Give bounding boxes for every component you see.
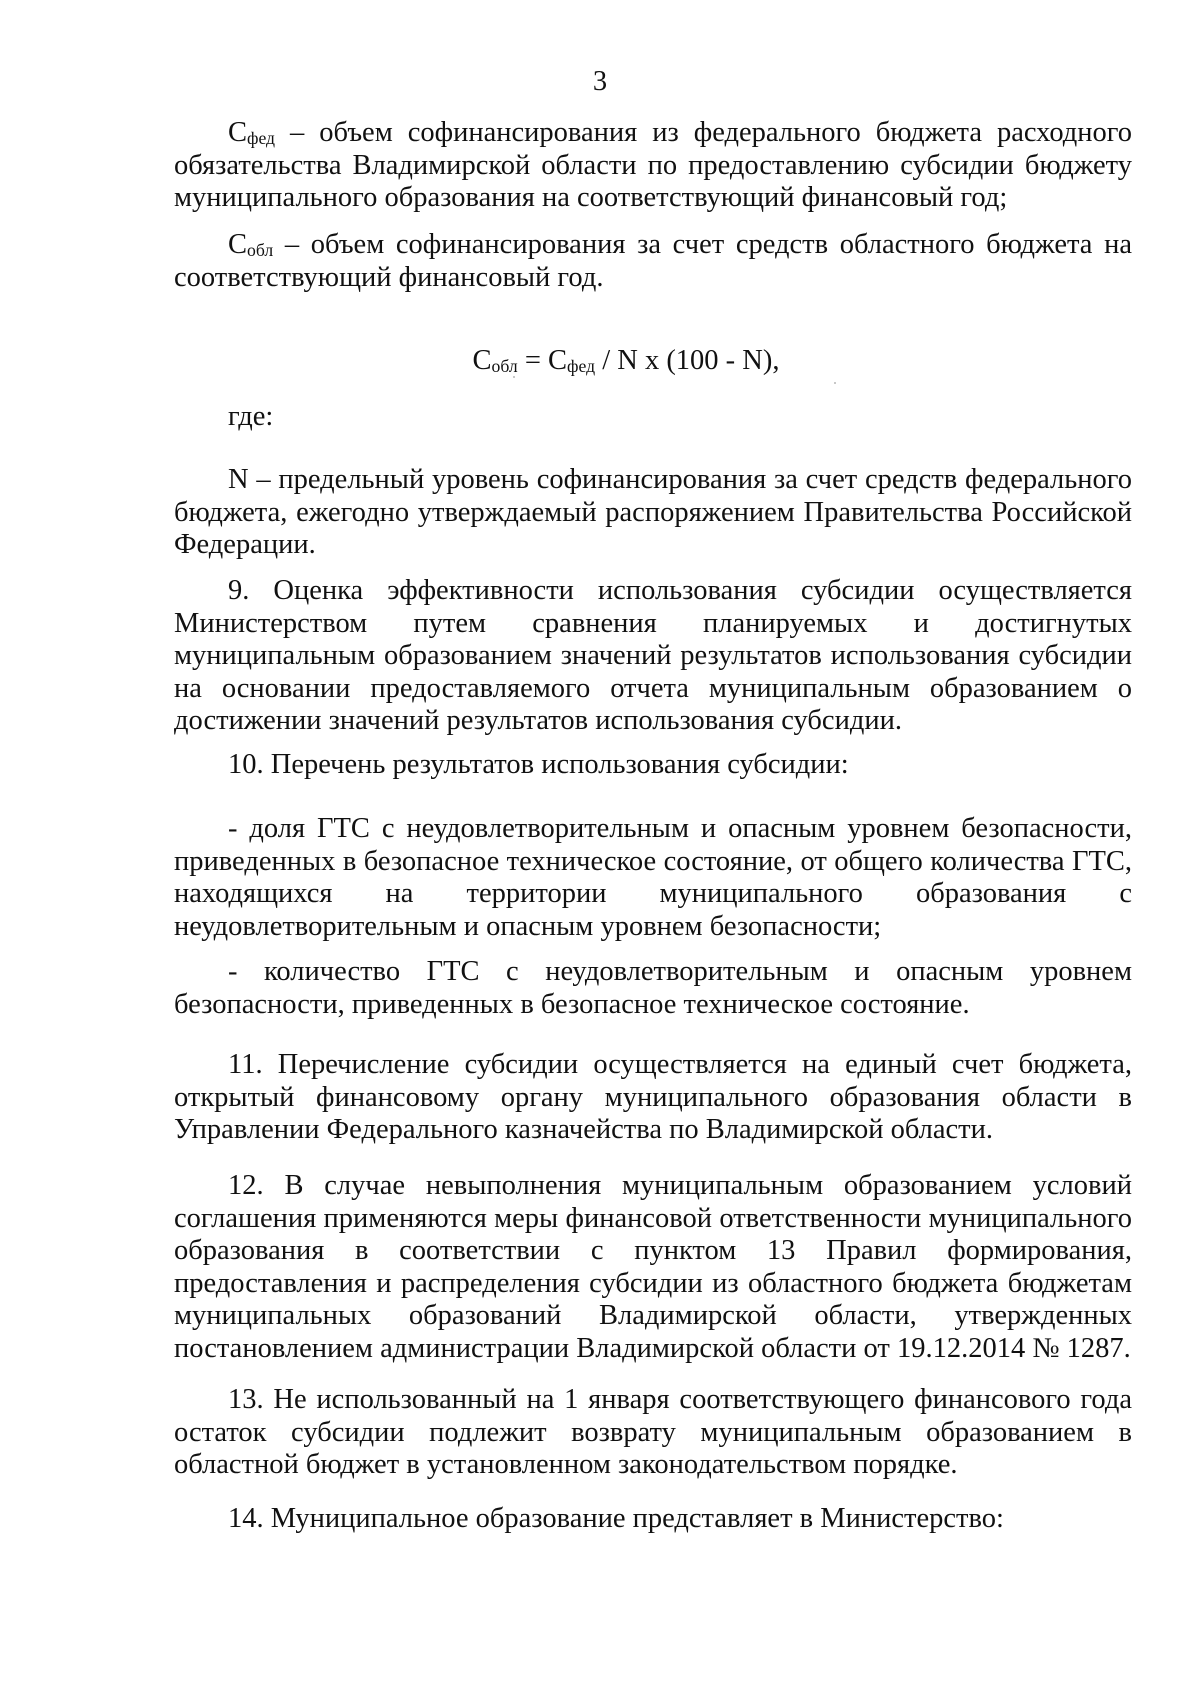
paragraph-10-item-2: - количество ГТС с неудовлетворительным и опасным уровнем безопасности, приведенных в безопасное техническое состояние. — [174, 956, 1132, 1020]
formula-lhs-subscript: обл — [491, 356, 518, 377]
definition-c-fed — [174, 117, 1132, 215]
c-obl-text: – объем софинансирования за счет средств областного бюджета на соответствующий финансовый год. — [174, 229, 1132, 293]
page-number: 3 — [592, 66, 608, 97]
formula-lhs-symbol: С — [472, 345, 492, 376]
c-fed-subscript: фед — [247, 128, 276, 149]
paragraph-10-item-1: - доля ГТС с неудовлетворительным и опасным уровнем безопасности, приведенных в безопасное техническое состояние, от общего количества ГТС, находящихся на территории муниципального образования с неудовлетворительным и опасным уровнем безопасности; — [174, 813, 1132, 942]
c-fed-text: – объем софинансирования из федерального бюджета расходного обязательства Владимирской области по предоставлению субсидии бюджету муниципального образования на соответствующий финансовый год; — [174, 117, 1132, 213]
formula-rhs-symbol: С — [548, 345, 568, 376]
scan-speck — [513, 376, 515, 378]
paragraph-11: 11. Перечисление субсидии осуществляется на единый счет бюджета, открытый финансовому органу муниципального образования области в Управлении Федерального казначейства по Владимирской области. — [174, 1049, 1132, 1145]
where-label: где: — [228, 401, 274, 432]
cofinancing-formula — [0, 345, 1200, 378]
definition-n: N – предельный уровень софинансирования за счет средств федерального бюджета, ежегодно утверждаемый распоряжением Правительства Российской Федерации. — [174, 464, 1132, 560]
paragraph-13: 13. Не использованный на 1 января соответствующего финансового года остаток субсидии подлежит возврату муниципальным образованием в областной бюджет в установленном законодательством порядке. — [174, 1384, 1132, 1480]
paragraph-9: 9. Оценка эффективности использования субсидии осуществляется Министерством путем сравнения планируемых и достигнутых муниципальным образованием значений результатов использования субсидии на основании предоставляемого отчета муниципальным образованием о достижении значений результатов использования субсидии. — [174, 575, 1132, 736]
paragraph-14: 14. Муниципальное образование представляет в Министерство: — [228, 1503, 1004, 1534]
paragraph-10: 10. Перечень результатов использования субсидии: — [228, 749, 849, 780]
paragraph-12: 12. В случае невыполнения муниципальным образованием условий соглашения применяются меры финансовой ответственности муниципального образования в соответствии с пунктом 13 Правил формирования, предоставления и распределения субсидии из областного бюджета бюджетам муниципальных образований Владимирской области, утвержденных постановлением администрации Владимирской области от 19.12.2014 № 1287. — [174, 1170, 1132, 1364]
c-fed-symbol: С — [228, 117, 248, 148]
c-obl-subscript: обл — [247, 240, 274, 261]
c-obl-symbol: С — [228, 229, 248, 260]
formula-rest: / N x (100 - N), — [595, 345, 780, 376]
formula-equals: = — [517, 345, 549, 376]
scan-speck — [834, 382, 836, 384]
definition-c-obl — [174, 229, 1132, 294]
formula-rhs-subscript: фед — [567, 356, 596, 377]
